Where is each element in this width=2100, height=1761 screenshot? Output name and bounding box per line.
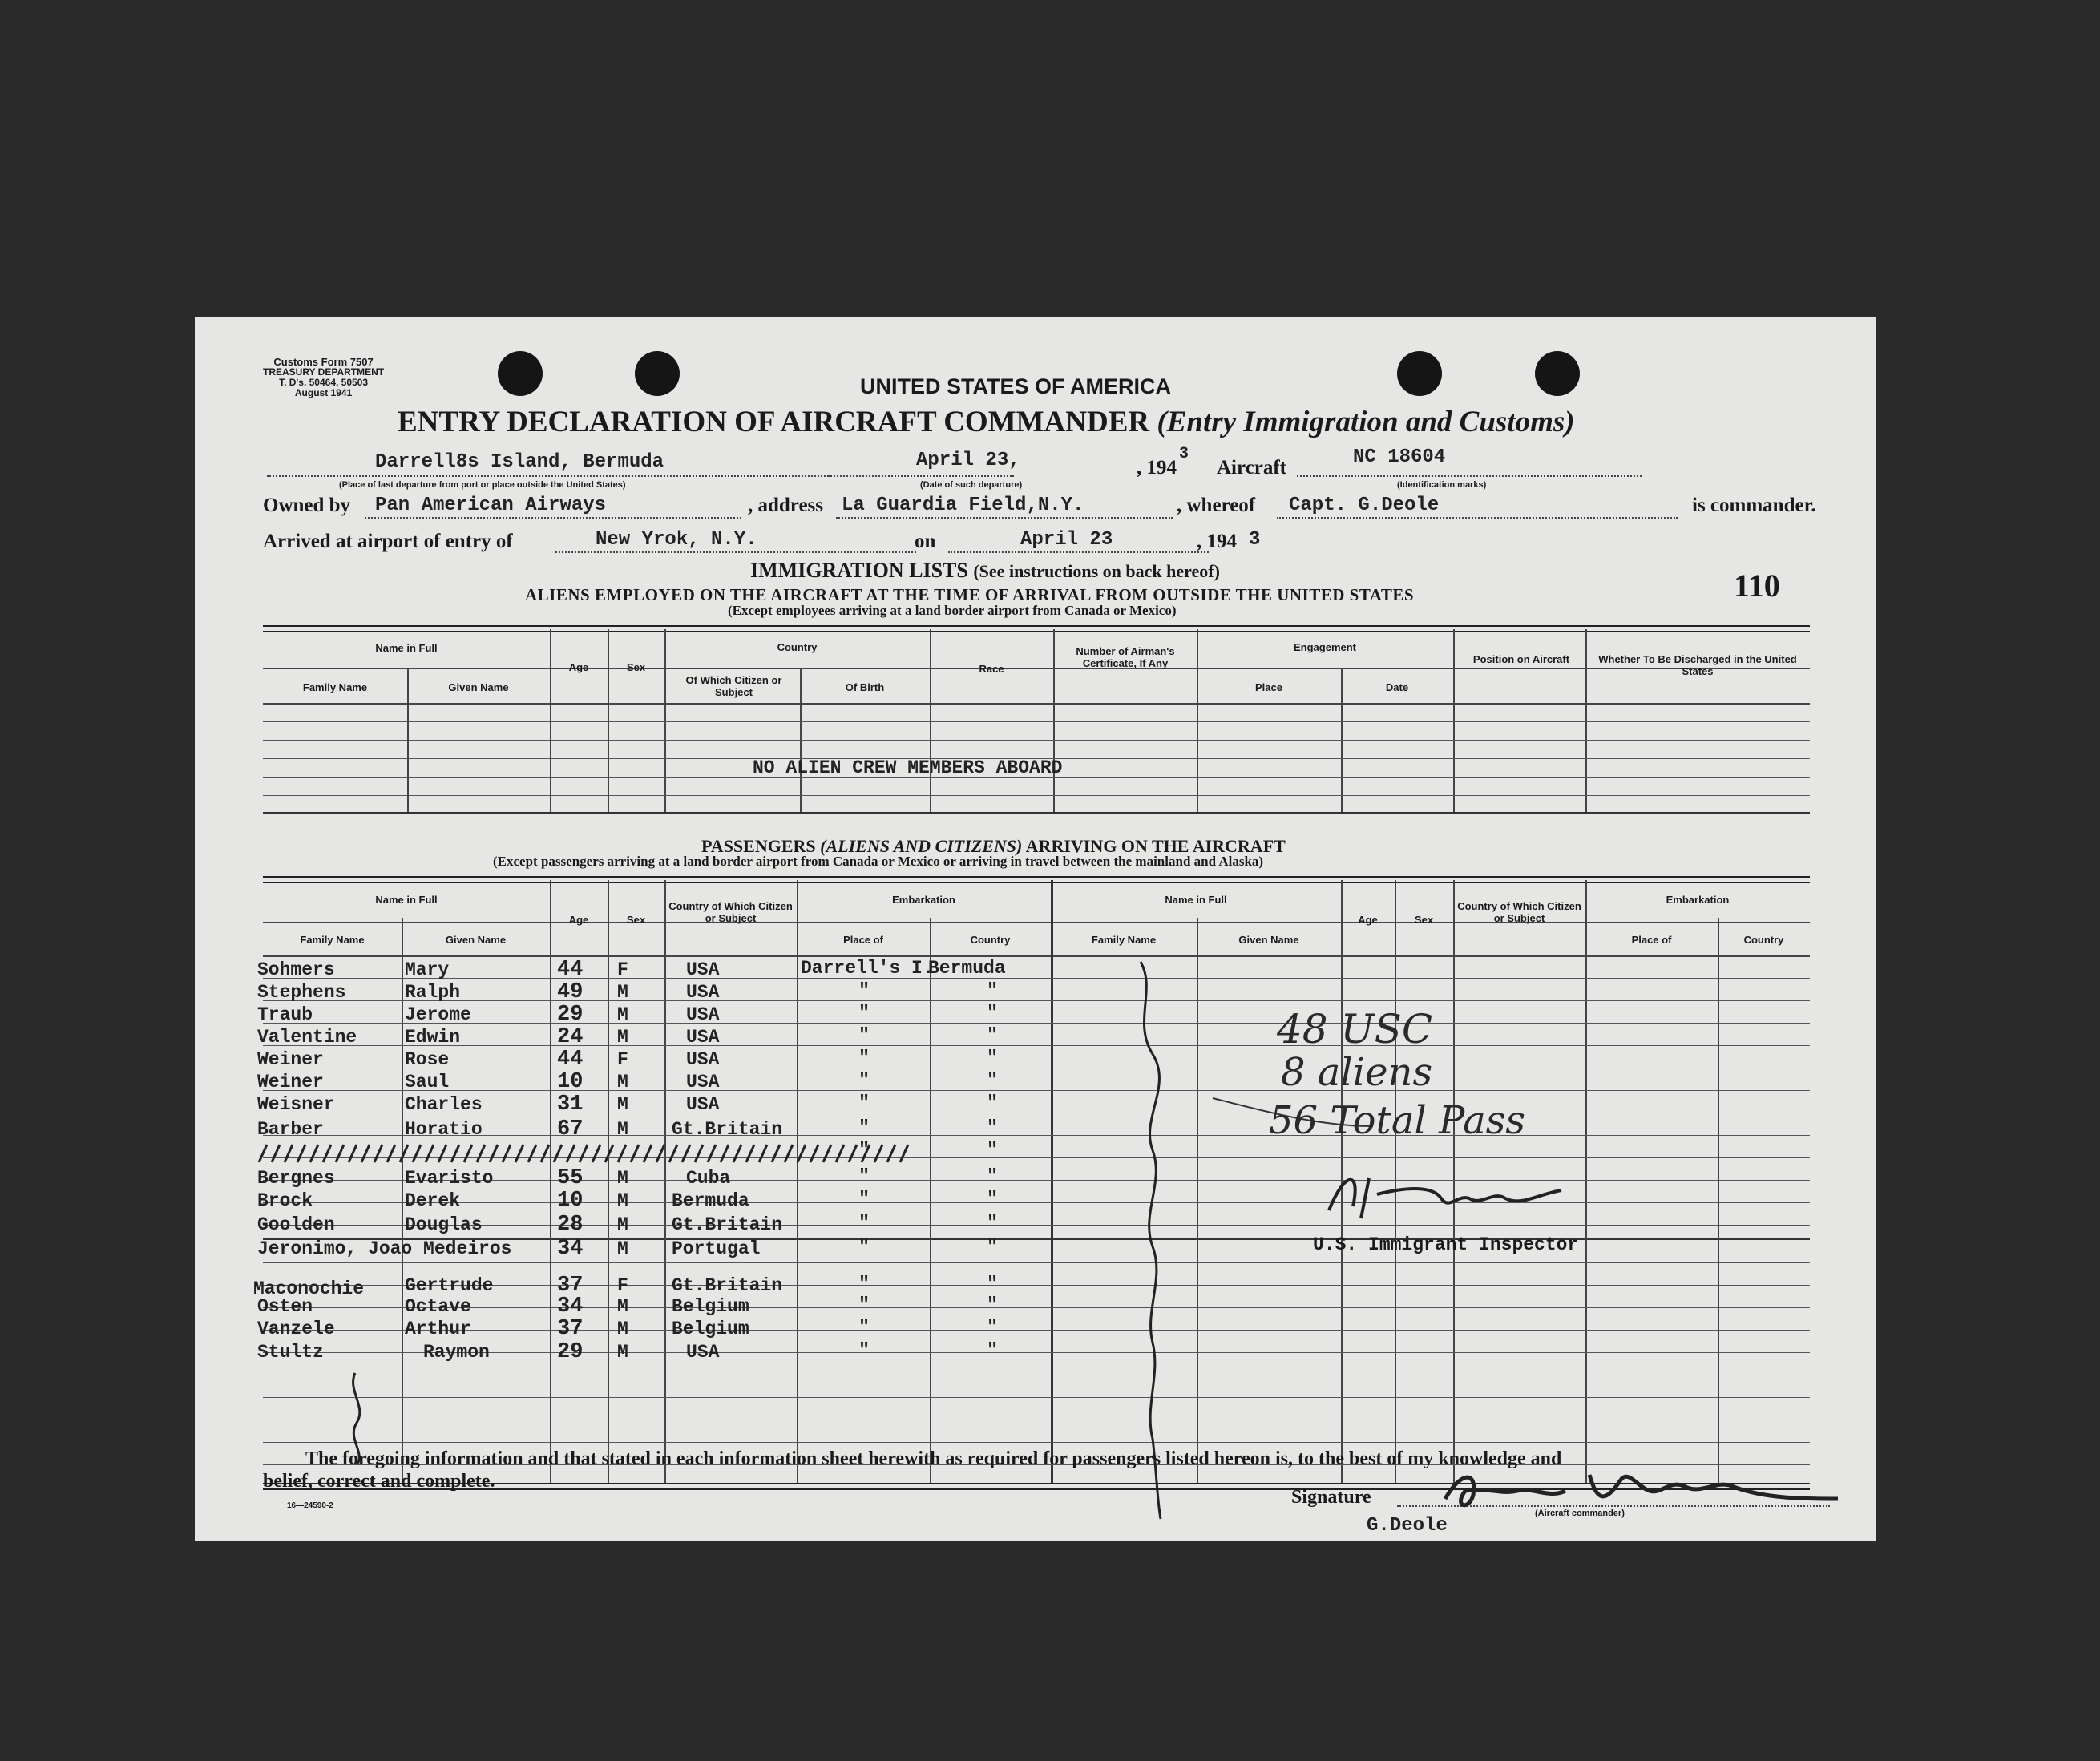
family-name: Jeronimo, Joao Medeiros bbox=[257, 1238, 512, 1259]
certification-line1: The foregoing information and that stated in each information sheet herewith as required for passengers listed hereon is, to the best of my knowledge and bbox=[305, 1448, 1562, 1469]
embark-place: " bbox=[858, 980, 870, 1001]
sex: M bbox=[617, 1238, 628, 1259]
form-id-line: T. D's. 50464, 50503 bbox=[279, 377, 369, 388]
given-name: Derek bbox=[405, 1190, 461, 1211]
embark-country: " bbox=[987, 1070, 998, 1091]
pass-header-citizen: Country of Which Citizen or Subject bbox=[668, 900, 793, 924]
given-name: Jerome bbox=[405, 1004, 471, 1025]
crew-header-age: Age bbox=[568, 661, 589, 673]
year-prefix: 194 bbox=[1146, 457, 1177, 479]
embark-place: " bbox=[858, 1340, 870, 1361]
embark-place: " bbox=[858, 1140, 870, 1161]
main-title-text: ENTRY DECLARATION OF AIRCRAFT COMMANDER bbox=[398, 406, 1150, 438]
crew-header-engagement: Engagement bbox=[1293, 641, 1356, 653]
embark-place: " bbox=[858, 1093, 870, 1113]
embark-place: " bbox=[858, 1070, 870, 1091]
sex: M bbox=[617, 1214, 628, 1235]
citizen-of: Belgium bbox=[672, 1296, 749, 1317]
embark-country: " bbox=[987, 1294, 998, 1315]
family-name: Valentine bbox=[257, 1027, 357, 1048]
immigration-heading-text: IMMIGRATION LISTS bbox=[750, 559, 968, 582]
family-name: Goolden bbox=[257, 1214, 335, 1235]
arrival-on-label: on bbox=[915, 531, 936, 552]
embark-country: " bbox=[987, 1117, 998, 1138]
given-name: Horatio bbox=[405, 1119, 483, 1140]
aircraft-caption: (Identification marks) bbox=[1397, 480, 1487, 490]
given-name: Ralph bbox=[405, 982, 461, 1003]
form-id-line: August 1941 bbox=[294, 387, 353, 398]
pass-header-name: Name in Full bbox=[375, 894, 438, 906]
pass-header-age: Age bbox=[568, 914, 589, 926]
embark-country: " bbox=[987, 1340, 998, 1361]
passengers-note: (Except passengers arriving at a land border airport from Canada or Mexico or arriving in travel between the mainland and Alaska) bbox=[493, 854, 1264, 869]
commander-name: Capt. G.Deole bbox=[1289, 495, 1440, 516]
citizen-of: USA bbox=[686, 1094, 720, 1115]
family-name: Bergnes bbox=[257, 1168, 335, 1189]
embark-country: " bbox=[987, 1166, 998, 1187]
arrival-airport: New Yrok, N.Y. bbox=[596, 529, 757, 551]
whereof-label: , whereof bbox=[1177, 495, 1256, 516]
embark-country: " bbox=[987, 1317, 998, 1338]
sex: M bbox=[617, 1094, 628, 1115]
age: 29 bbox=[557, 1340, 584, 1364]
address-label: , address bbox=[748, 495, 824, 516]
departure-date: April 23, bbox=[916, 450, 1020, 471]
form-code: 16—24590-2 bbox=[287, 1501, 333, 1510]
immigration-heading-note: (See instructions on back hereof) bbox=[973, 561, 1220, 581]
pass-header-country: Country bbox=[970, 934, 1011, 946]
crew-header-given: Given Name bbox=[448, 681, 509, 693]
embark-country: " bbox=[987, 1003, 998, 1024]
given-name: Saul bbox=[405, 1072, 450, 1093]
citizen-of: USA bbox=[686, 959, 720, 980]
crew-header-country: Country bbox=[777, 641, 818, 653]
family-name: Stultz bbox=[257, 1342, 324, 1363]
crew-header-sex: Sex bbox=[626, 661, 646, 673]
passengers-heading-b: (ALIENS AND CITIZENS) bbox=[820, 836, 1023, 856]
crew-header-position: Position on Aircraft bbox=[1472, 653, 1570, 665]
pass-header-citizen-right: Country of Which Citizen or Subject bbox=[1457, 900, 1581, 924]
owned-by-label: Owned by bbox=[263, 495, 351, 516]
embark-country: " bbox=[987, 1140, 998, 1161]
inspector-signature bbox=[1321, 1162, 1577, 1226]
embark-place: " bbox=[858, 1025, 870, 1046]
family-name: Weiner bbox=[257, 1072, 324, 1093]
main-title-italic: (Entry Immigration and Customs) bbox=[1157, 406, 1575, 438]
crew-header-name: Name in Full bbox=[375, 642, 438, 654]
embark-place: " bbox=[858, 1003, 870, 1024]
form-id-line: Customs Form 7507 bbox=[273, 356, 374, 368]
aliens-note: (Except employees arriving at a land border airport from Canada or Mexico) bbox=[728, 603, 1177, 618]
embark-country: " bbox=[987, 1189, 998, 1210]
given-name: Charles bbox=[405, 1094, 483, 1115]
family-name: Maconochie bbox=[253, 1278, 365, 1299]
age: 55 bbox=[557, 1166, 584, 1190]
sex: M bbox=[617, 1119, 628, 1140]
document-number: 110 bbox=[1734, 567, 1780, 604]
departure-year: , 194 bbox=[1137, 457, 1177, 479]
arrival-year: , 194 bbox=[1197, 531, 1237, 552]
embark-place: " bbox=[858, 1294, 870, 1315]
embark-country: " bbox=[987, 1048, 998, 1068]
age: 34 bbox=[557, 1237, 584, 1261]
pass-header-embarkation-right: Embarkation bbox=[1666, 894, 1730, 906]
citizen-of: Belgium bbox=[672, 1319, 749, 1339]
given-name: Gertrude bbox=[405, 1275, 494, 1296]
arrival-date: April 23 bbox=[1020, 529, 1113, 551]
given-name: Raymon bbox=[423, 1342, 490, 1363]
embark-country: " bbox=[987, 1025, 998, 1046]
given-name: Mary bbox=[405, 959, 450, 980]
pass-header-given-right: Given Name bbox=[1238, 934, 1299, 946]
country-title: UNITED STATES OF AMERICA bbox=[860, 374, 1171, 398]
crew-header-citizen: Of Which Citizen or Subject bbox=[685, 674, 782, 698]
crew-header-place: Place bbox=[1255, 681, 1282, 693]
owner-name: Pan American Airways bbox=[375, 495, 607, 516]
pass-header-sex: Sex bbox=[626, 914, 646, 926]
age: 37 bbox=[557, 1274, 584, 1298]
age: 44 bbox=[557, 958, 584, 982]
citizen-of: USA bbox=[686, 1027, 720, 1048]
aliens-heading: ALIENS EMPLOYED ON THE AIRCRAFT AT THE TIME OF ARRIVAL FROM OUTSIDE THE UNITED STATES bbox=[525, 585, 1415, 604]
embark-country: " bbox=[987, 1213, 998, 1234]
family-name: Weisner bbox=[257, 1094, 335, 1115]
embark-place: " bbox=[858, 1274, 870, 1294]
family-name: Sohmers bbox=[257, 959, 335, 980]
commander-suffix: is commander. bbox=[1692, 495, 1816, 516]
sex: M bbox=[617, 1319, 628, 1339]
embark-place: " bbox=[858, 1166, 870, 1187]
signature-label: Signature bbox=[1291, 1487, 1371, 1508]
embark-place: " bbox=[858, 1048, 870, 1068]
arrival-year-suffix: 3 bbox=[1249, 529, 1261, 551]
pass-header-place-right: Place of bbox=[1631, 934, 1672, 946]
owner-address: La Guardia Field,N.Y. bbox=[842, 495, 1084, 516]
sex: M bbox=[617, 1004, 628, 1025]
sex: F bbox=[617, 1049, 628, 1070]
age: 37 bbox=[557, 1317, 584, 1341]
certification-line2: belief, correct and complete. bbox=[263, 1471, 495, 1492]
arrived-label: Arrived at airport of entry of bbox=[263, 531, 513, 552]
given-name: Arthur bbox=[405, 1319, 471, 1339]
annotation-total: 56 Total Pass bbox=[1269, 1098, 1526, 1143]
given-name: Octave bbox=[405, 1296, 471, 1317]
age: 67 bbox=[557, 1117, 584, 1141]
embark-country: " bbox=[987, 980, 998, 1001]
departure-place: Darrell8s Island, Bermuda bbox=[375, 451, 664, 473]
age: 10 bbox=[557, 1070, 584, 1094]
family-name: Brock bbox=[257, 1190, 313, 1211]
family-name: Barber bbox=[257, 1119, 324, 1140]
age: 34 bbox=[557, 1294, 584, 1319]
pass-header-family: Family Name bbox=[300, 934, 365, 946]
sex: M bbox=[617, 1027, 628, 1048]
embark-place: " bbox=[858, 1213, 870, 1234]
given-name: Edwin bbox=[405, 1027, 461, 1048]
sex: M bbox=[617, 1168, 628, 1189]
sex: M bbox=[617, 1342, 628, 1363]
form-sheet bbox=[195, 317, 1876, 1541]
pass-header-place: Place of bbox=[843, 934, 883, 946]
embark-country: " bbox=[987, 1237, 998, 1258]
citizen-of: Gt.Britain bbox=[672, 1214, 783, 1235]
embark-place: " bbox=[858, 1117, 870, 1138]
pass-header-name-right: Name in Full bbox=[1165, 894, 1227, 906]
departure-year-suffix: 3 bbox=[1179, 445, 1189, 463]
aircraft-label: Aircraft bbox=[1217, 457, 1286, 479]
family-name: Traub bbox=[257, 1004, 313, 1025]
embark-country: " bbox=[987, 1093, 998, 1113]
sex: M bbox=[617, 982, 628, 1003]
pass-header-age-right: Age bbox=[1358, 914, 1378, 926]
sex: M bbox=[617, 1190, 628, 1211]
pen-strokes bbox=[195, 317, 1876, 1541]
annotation-statute: 48 USC bbox=[1277, 1006, 1433, 1052]
embark-country: " bbox=[987, 1274, 998, 1294]
given-name: Douglas bbox=[405, 1214, 483, 1235]
sex: M bbox=[617, 1296, 628, 1317]
signature-caption: (Aircraft commander) bbox=[1535, 1509, 1625, 1518]
family-name: Vanzele bbox=[257, 1319, 335, 1339]
passengers-heading-a: PASSENGERS bbox=[701, 836, 816, 856]
departure-place-caption: (Place of last departure from port or place outside the United States) bbox=[339, 480, 626, 490]
age: 44 bbox=[557, 1048, 584, 1072]
age: 28 bbox=[557, 1213, 584, 1237]
age: 29 bbox=[557, 1003, 584, 1027]
citizen-of: Cuba bbox=[686, 1168, 731, 1189]
embark-place: " bbox=[858, 1237, 870, 1258]
annotation-aliens: 8 aliens bbox=[1281, 1050, 1433, 1095]
citizen-of: USA bbox=[686, 1049, 720, 1070]
crew-header-discharged: Whether To Be Discharged in the United States bbox=[1598, 653, 1797, 677]
family-name: Weiner bbox=[257, 1049, 324, 1070]
pass-header-sex-right: Sex bbox=[1414, 914, 1434, 926]
given-name: Evaristo bbox=[405, 1168, 494, 1189]
age: 24 bbox=[557, 1025, 584, 1049]
family-name: Stephens bbox=[257, 982, 346, 1003]
citizen-of: USA bbox=[686, 982, 720, 1003]
crew-header-birth: Of Birth bbox=[845, 681, 885, 693]
departure-date-caption: (Date of such departure) bbox=[920, 480, 1023, 490]
embark-country: Bermuda bbox=[928, 958, 1006, 979]
pass-header-given: Given Name bbox=[445, 934, 507, 946]
citizen-of: Gt.Britain bbox=[672, 1275, 783, 1296]
commander-typed-name: G.Deole bbox=[1367, 1515, 1448, 1537]
sex: M bbox=[617, 1072, 628, 1093]
crew-header-family: Family Name bbox=[302, 681, 368, 693]
age: 31 bbox=[557, 1093, 584, 1117]
crew-note: NO ALIEN CREW MEMBERS ABOARD bbox=[753, 757, 1063, 778]
age: 49 bbox=[557, 980, 584, 1004]
citizen-of: USA bbox=[686, 1004, 720, 1025]
age: 10 bbox=[557, 1189, 584, 1213]
citizen-of: USA bbox=[686, 1072, 720, 1093]
inspector-title: U.S. Immigrant Inspector bbox=[1313, 1234, 1579, 1255]
citizen-of: Gt.Britain bbox=[672, 1119, 783, 1140]
given-name: Rose bbox=[405, 1049, 450, 1070]
pass-header-country-right: Country bbox=[1743, 934, 1784, 946]
sex: F bbox=[617, 1275, 628, 1296]
embark-place: Darrell's I. bbox=[801, 958, 934, 979]
sex: F bbox=[617, 959, 628, 980]
family-name: Osten bbox=[257, 1296, 313, 1317]
crew-header-race: Race bbox=[979, 663, 1004, 675]
form-id-line: TREASURY DEPARTMENT bbox=[263, 366, 385, 378]
aircraft-id: NC 18604 bbox=[1353, 446, 1446, 468]
citizen-of: Portugal bbox=[672, 1238, 761, 1259]
embark-place: " bbox=[858, 1317, 870, 1338]
citizen-of: Bermuda bbox=[672, 1190, 749, 1211]
embark-place: " bbox=[858, 1189, 870, 1210]
pass-header-family-right: Family Name bbox=[1091, 934, 1157, 946]
commander-signature bbox=[1429, 1455, 1846, 1519]
crew-header-date: Date bbox=[1385, 681, 1409, 693]
pass-header-embarkation: Embarkation bbox=[892, 894, 955, 906]
citizen-of: USA bbox=[686, 1342, 720, 1363]
crew-header-cert: Number of Airman's Certificate, If Any bbox=[1076, 645, 1175, 669]
passengers-heading-c: ARRIVING ON THE AIRCRAFT bbox=[1025, 836, 1286, 856]
